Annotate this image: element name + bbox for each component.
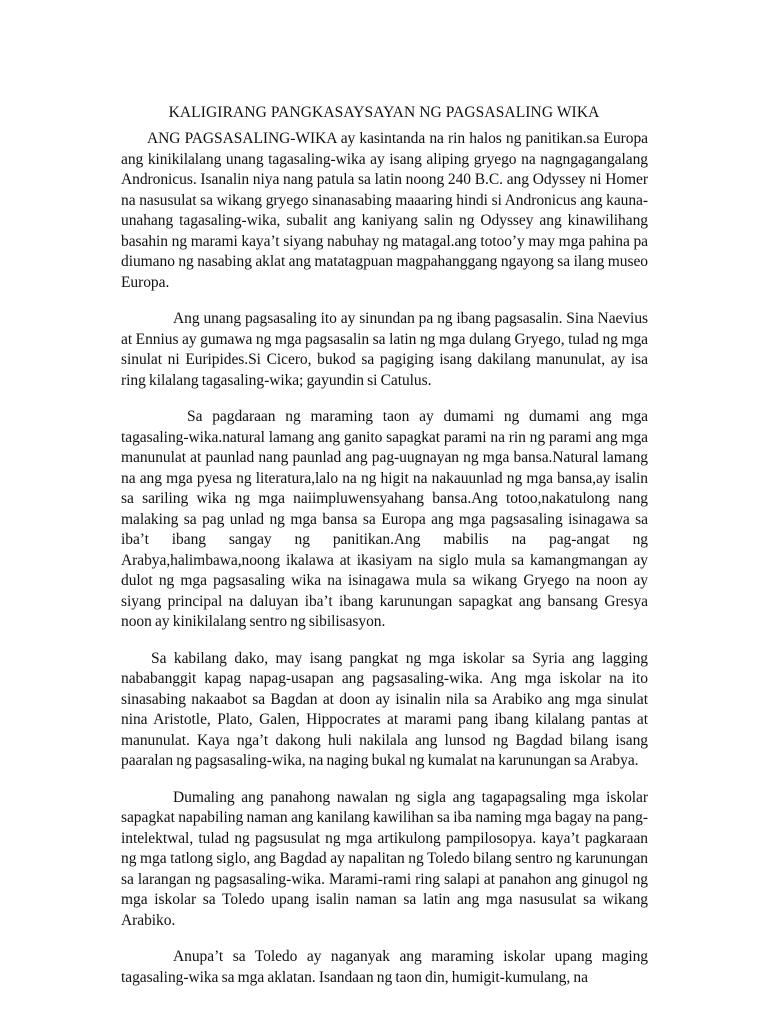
document-body bbox=[121, 129, 648, 1024]
paragraph-4: Sa kabilang dako, may isang pangkat ng mga iskolar sa Syria ang lagging nababanggit kapag napag-usapan ang pagsasaling-wika. Ang mga iskolar na ito sinasabing nakaabot sa Bagdan at doon ay isinalin nila sa Arabiko ang mga sinulat nina Aristotle, Plato, Galen, Hippocrates at marami pang ibang kilalang pantas at manunulat. Kaya nga’t dakong huli nakilala ang lunsod ng Bagdad bilang isang paaralan ng pagsasaling-wika, na naging bukal ng kumalat na karunungan sa Arabya. bbox=[121, 649, 648, 769]
paragraph-6: Anupa’t sa Toledo ay naganyak ang maraming iskolar upang maging tagasaling-wika sa mga aklatan. Isandaan ng taon din, humigit-kumulang, na bbox=[121, 948, 648, 986]
paragraph-5: Dumaling ang panahong nawalan ng sigla ang tagapagsaling mga iskolar sapagkat napabiling naman ang kanilang kawilihan sa iba naming mga bagay na pang-intelektwal, tulad ng pagsusulat ng mga artikulong pampilosopya. kaya’t pagkaraan ng mga tatlong siglo, ang Bagdad ay napalitan ng Toledo bilang sentro ng karunungan sa larangan ng pagsasaling-wika. Marami-rami ring salapi at panahon ang ginugol ng mga iskolar sa Toledo upang isalin naman sa latin ang mga nasusulat sa wikang Arabiko. bbox=[121, 788, 648, 929]
paragraph-1: ANG PAGSASALING-WIKA ay kasintanda na rin halos ng panitikan.sa Europa ang kinikilalang unang tagasaling-wika ay isang aliping gryego na nagngagangalang Andronicus. Isanalin niya nang patula sa latin noong 240 B.C. ang Odyssey ni Homer na nasusulat sa wikang gryego sinanasabing maaaring hindi si Andronicus ang kauna-unahang tagasaling-wika, subalit ang kaniyang salin ng Odyssey ang kinawilihang basahin ng marami kaya’t siyang nabuhay ng matagal.ang totoo’y may mga pahina pa diumano ng nasabing aklat ang matatagpuan magpahanggang ngayong sa ilang museo Europa. bbox=[121, 130, 648, 291]
document-title: KALIGIRANG PANGKASAYSAYAN NG PAGSASALING WIKA bbox=[168, 104, 600, 121]
paragraph-2: Ang unang pagsasaling ito ay sinundan pa ng ibang pagsasalin. Sina Naevius at Ennius ay gumawa ng mga pagsasalin sa latin ng mga dulang Gryego, tulad ng mga sinulat ni Euripides.Si Cicero, bukod sa pagiging isang dakilang manunulat, ay isa ring kilalang tagasaling-wika; gayundin si Catulus. bbox=[121, 310, 648, 389]
paragraph-3: Sa pagdaraan ng maraming taon ay dumami ng dumami ang mga tagasaling-wika.natural lamang ang ganito sapagkat parami na rin ng parami ang mga manunulat at paunlad nang paunlad ang pag-uugnayan ng mga bansa.Natural lamang na ang mga pyesa ng literatura,lalo na ng higit na nakauunlad ng mga bansa,ay isalin sa sariling wika ng mga naiimpluwensyahang bansa.Ang totoo,nakatulong nang malaking sa pag unlad ng mga bansa sa Europa ang mga pagsasaling isinagawa sa iba’t ibang sangay ng panitikan.Ang mabilis na pag-angat ng Arabya,halimbawa,noong ikalawa at ikasiyam na siglo mula sa kamangmangan ay dulot ng mga pagsasaling wika na isinagawa mula sa wikang Gryego na noon ay siyang principal na daluyan iba’t ibang karunungan sapagkat ang bansang Gresya noon ay kinikilalang sentro ng sibilisasyon. bbox=[121, 408, 648, 630]
